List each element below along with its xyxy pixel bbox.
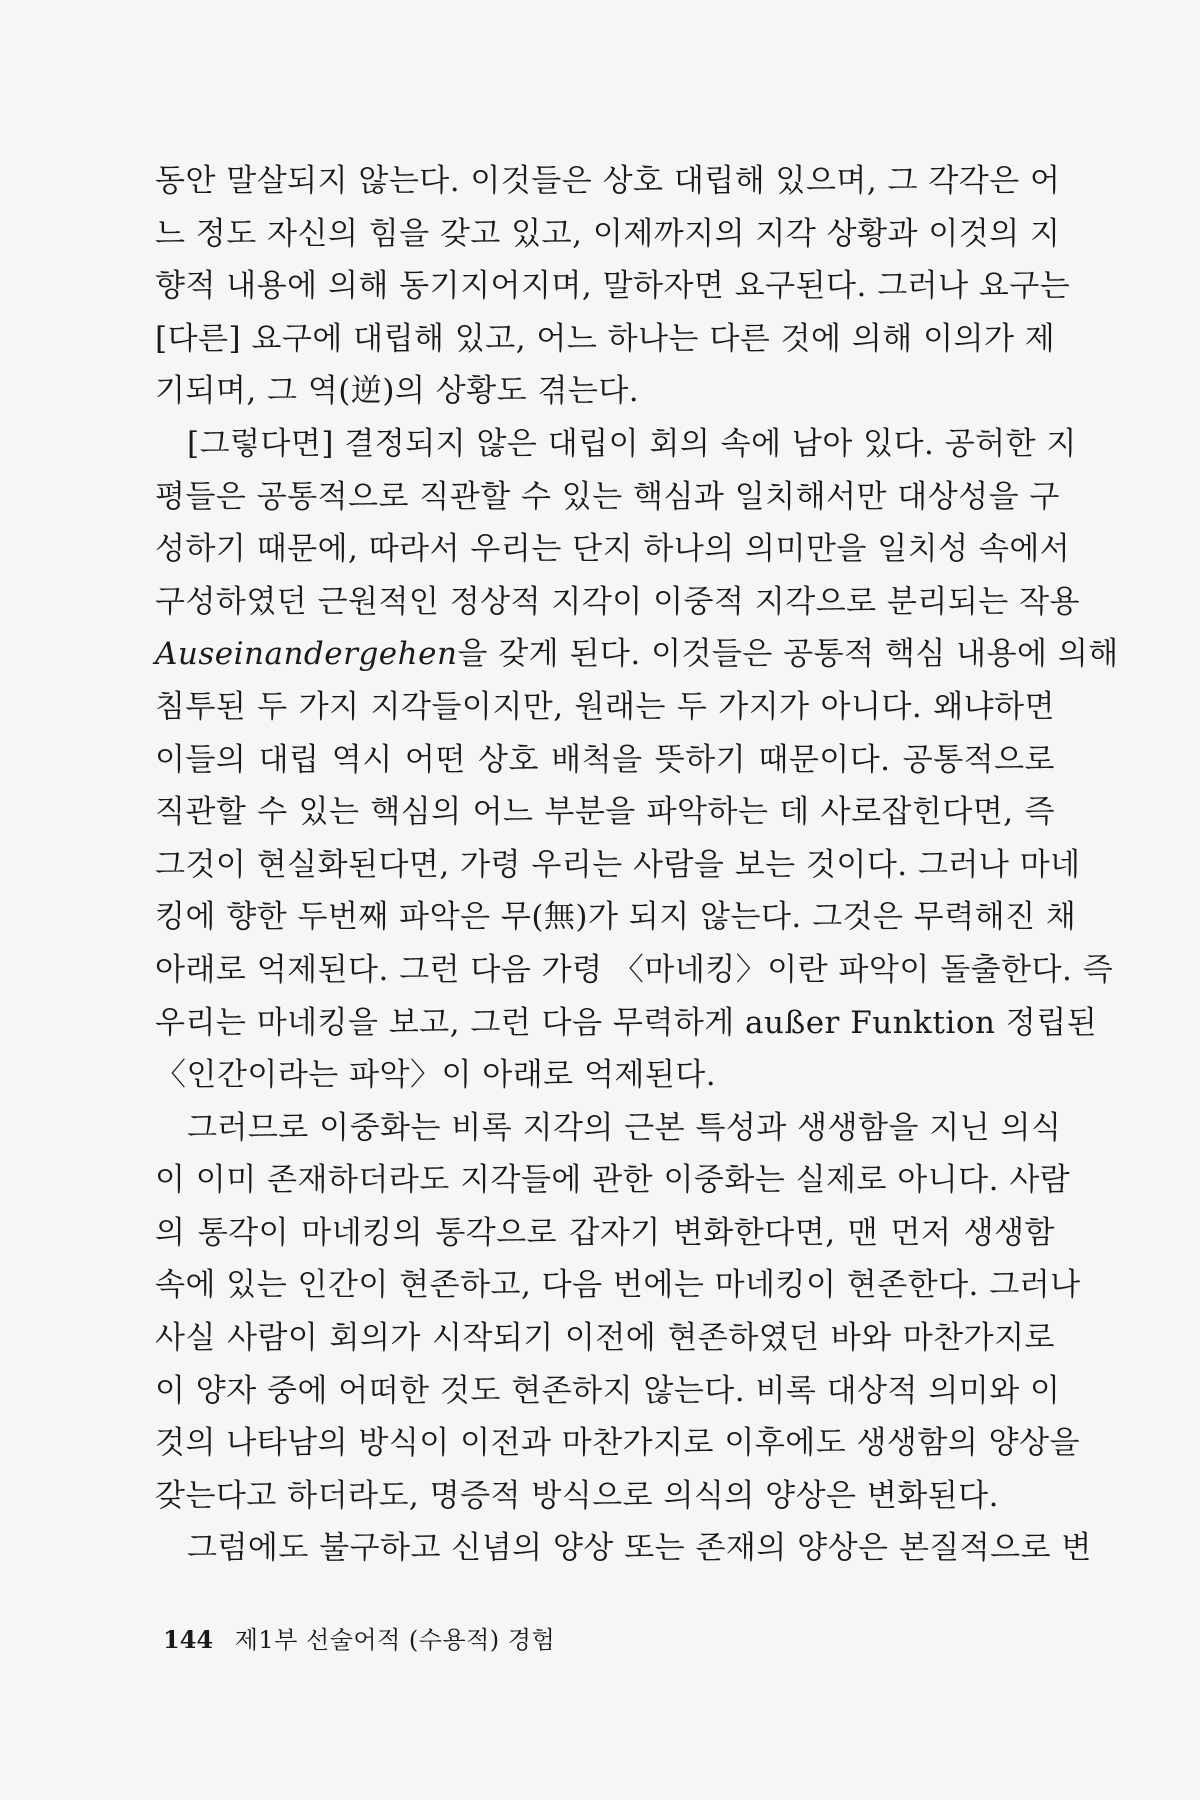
text-line: 의 통각이 마네킹의 통각으로 갑자기 변화한다면, 맨 먼저 생생함 <box>155 1214 1055 1251</box>
body-text <box>155 155 1119 1575</box>
text-line: 것의 나타남의 방식이 이전과 마찬가지로 이후에도 생생함의 양상을 <box>155 1425 1080 1462</box>
text-line: [다른] 요구에 대립해 있고, 어느 하나는 다른 것에 의해 이의가 제 <box>155 320 1056 357</box>
page-number: 144 <box>163 1625 214 1654</box>
text-line: 사실 사람이 회의가 시작되기 이전에 현존하였던 바와 마찬가지로 <box>155 1320 1055 1357</box>
text-line: [그렇다면] 결정되지 않은 대립이 회의 속에 남아 있다. 공허한 지 <box>187 425 1077 462</box>
text-line: 그러므로 이중화는 비록 지각의 근본 특성과 생생함을 지닌 의식 <box>187 1109 1062 1146</box>
text-line: 성하기 때문에, 따라서 우리는 단지 하나의 의미만을 일치성 속에서 <box>155 531 1071 568</box>
text-line: 아래로 억제된다. 그런 다음 가령 〈마네킹〉이란 파악이 돌출한다. 즉 <box>155 951 1114 988</box>
text-line: 기되며, 그 역(逆)의 상황도 겪는다. <box>155 373 640 410</box>
text-line: 속에 있는 인간이 현존하고, 다음 번에는 마네킹이 현존한다. 그러나 <box>155 1267 1081 1304</box>
text-line: 킹에 향한 두번째 파악은 무(無)가 되지 않는다. 그것은 무력해진 채 <box>155 899 1077 936</box>
text-line: 이 이미 존재하더라도 지각들에 관한 이중화는 실제로 아니다. 사람 <box>155 1162 1071 1199</box>
text-line: 우리는 마네킹을 보고, 그런 다음 무력하게 außer Funktion 정립된 <box>155 1004 1098 1041</box>
german-term: Auseinandergehen <box>155 636 458 673</box>
text-line: 그럼에도 불구하고 신념의 양상 또는 존재의 양상은 본질적으로 변 <box>187 1530 1092 1567</box>
text-line: 갖는다고 하더라도, 명증적 방식으로 의식의 양상은 변화된다. <box>155 1477 999 1514</box>
text-line: 〈인간이라는 파악〉이 아래로 억제된다. <box>155 1057 717 1094</box>
text-line: 구성하였던 근원적인 정상적 지각이 이중적 지각으로 분리되는 작용 <box>155 583 1080 620</box>
text-line: 느 정도 자신의 힘을 갖고 있고, 이제까지의 지각 상황과 이것의 지 <box>155 215 1061 252</box>
text-line: 향적 내용에 의해 동기지어지며, 말하자면 요구된다. 그러나 요구는 <box>155 268 1071 305</box>
text-line: 동안 말살되지 않는다. 이것들은 상호 대립해 있으며, 그 각각은 어 <box>155 163 1061 199</box>
text-line: 그것이 현실화된다면, 가령 우리는 사람을 보는 것이다. 그러나 마네 <box>155 846 1081 883</box>
text-line-with-term <box>155 628 1119 681</box>
text-line: 이 양자 중에 어떠한 것도 현존하지 않는다. 비록 대상적 의미와 이 <box>155 1372 1061 1409</box>
text-line: 직관할 수 있는 핵심의 어느 부분을 파악하는 데 사로잡힌다면, 즉 <box>155 794 1055 831</box>
text-fragment: 을 갖게 된다. 이것들은 공통적 핵심 내용에 의해 <box>457 636 1119 673</box>
page-footer <box>163 1620 555 1655</box>
text-line: 이들의 대립 역시 어떤 상호 배척을 뜻하기 때문이다. 공통적으로 <box>155 741 1055 778</box>
text-line: 평들은 공통적으로 직관할 수 있는 핵심과 일치해서만 대상성을 구 <box>155 478 1060 515</box>
running-title: 제1부 선술어적 (수용적) 경험 <box>234 1626 556 1654</box>
text-line: 침투된 두 가지 지각들이지만, 원래는 두 가지가 아니다. 왜냐하면 <box>155 688 1055 725</box>
